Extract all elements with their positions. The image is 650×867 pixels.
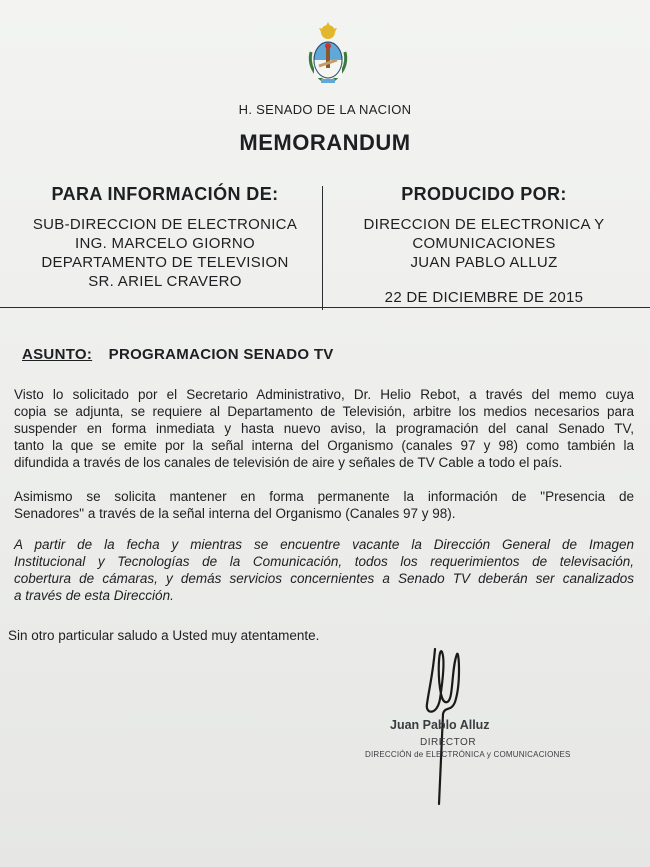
producer-line: COMUNICACIONES [412, 235, 556, 252]
subject-label: ASUNTO: [22, 346, 93, 363]
recipients-heading: PARA INFORMACIÓN DE: [51, 184, 279, 204]
paragraph-line: suspender en forma inmediata y hasta nuevo aviso, la programación del canal Senado TV, [14, 421, 634, 436]
recipient-line: ING. MARCELO GIORNO [75, 235, 255, 252]
recipient-line: SR. ARIEL CRAVERO [88, 273, 242, 290]
header-divider [0, 307, 650, 308]
signatory-department: DIRECCIÓN de ELECTRÓNICA y COMUNICACIONES [365, 750, 571, 759]
paragraph-line: Asimismo se solicita mantener en forma permanente la información de "Presencia de [14, 489, 634, 504]
subject-line [22, 346, 334, 363]
recipient-line: SUB-DIRECCION DE ELECTRONICA [32, 216, 298, 233]
paragraph-line: tanto la que se emite por la señal interna del Organismo (canales 97 y 98) como también la [14, 438, 634, 453]
memo-date: 22 DE DICIEMBRE DE 2015 [384, 289, 584, 306]
paragraph-line: Visto lo solicitado por el Secretario Administrativo, Dr. Helio Rebot, a través del memo cuya [14, 387, 634, 402]
producer-column [336, 184, 632, 272]
recipient-line: DEPARTAMENTO DE TELEVISION [41, 254, 289, 271]
producer-heading: PRODUCIDO POR: [401, 184, 567, 204]
national-coat-of-arms-icon [305, 22, 351, 86]
body-paragraph-2 [14, 488, 634, 522]
column-divider [322, 186, 323, 310]
closing-line: Sin otro particular saludo a Usted muy atentamente. [8, 628, 320, 643]
producer-line: JUAN PABLO ALLUZ [410, 254, 558, 271]
paragraph-line: cobertura de cámaras, y demás servicios concernientes a Senado TV deberán ser canalizados [14, 571, 634, 586]
paragraph-line: a través de esta Dirección. [14, 588, 174, 603]
institution-name: H. SENADO DE LA NACION [238, 102, 412, 117]
document-title: MEMORANDUM [239, 130, 411, 155]
body-paragraph-1 [14, 386, 634, 471]
paragraph-line: copia se adjunta, se requiere al Departamento de Televisión, arbitre los medios necesarios para [14, 404, 634, 419]
subject-text: PROGRAMACION SENADO TV [108, 346, 334, 363]
body-paragraph-3 [14, 536, 634, 604]
recipients-column [14, 184, 316, 291]
signatory-name: Juan Pablo Alluz [390, 718, 490, 732]
paragraph-line: A partir de la fecha y mientras se encuentre vacante la Dirección General de Imagen [14, 537, 634, 552]
signatory-title: DIRECTOR [420, 737, 477, 748]
paragraph-line: Senadores" a través de la señal interna del Organismo (Canales 97 y 98). [14, 506, 456, 521]
producer-line: DIRECCION DE ELECTRONICA Y [363, 216, 605, 233]
paragraph-line: Institucional y Tecnologías de la Comunicación, todos los requerimientos de televisación, [14, 554, 634, 569]
paragraph-line: difundida a través de los canales de televisión de aire y señales de TV Cable a todo el país. [14, 455, 563, 470]
